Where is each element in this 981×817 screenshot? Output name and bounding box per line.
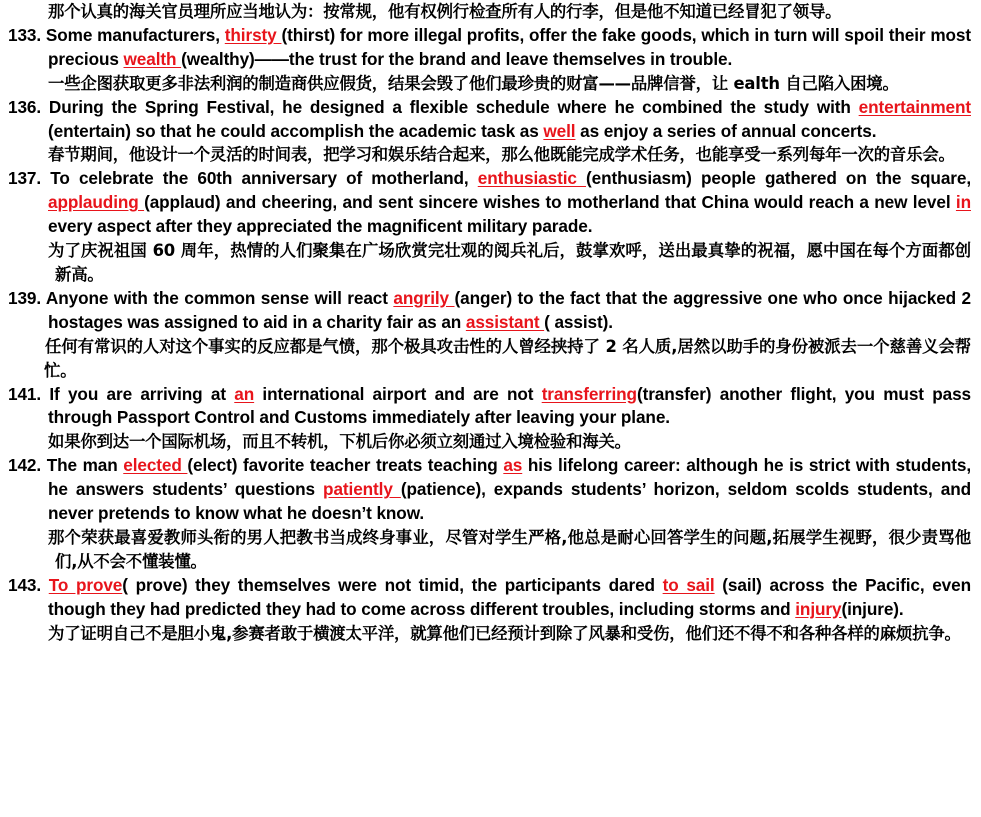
item-number: 141.: [8, 383, 42, 404]
answer-word: To prove: [48, 574, 123, 595]
sentence-text: (sail) across the Pacific, even though they had predicted they had to come across different troubles, including storms and: [48, 574, 971, 619]
sentence-text: every aspect after they appreciated the magnificent military parade.: [48, 216, 593, 237]
sentence-text: (elect) favorite teacher treats teaching: [187, 455, 504, 476]
sentence-text: (enthusiasm) people gathered on the square,: [586, 168, 971, 189]
answer-word: assistant: [465, 311, 545, 332]
sentence-text: international airport and are not: [254, 383, 542, 404]
sentence-text: During the Spring Festival, he designed a flexible schedule where he combined the study with: [41, 96, 859, 117]
sentence-text: The man: [41, 455, 124, 476]
sentence-text: ( prove) they themselves were not timid, the participants dared: [122, 574, 663, 595]
translation-text: 那个荣获最喜爱教师头衔的男人把教书当成终身事业，尽管对学生严格,他总是耐心回答学生的问题,拓展学生视野，很少责骂他们,从不会不懂装懂。: [48, 527, 971, 571]
sentence-item: [0, 574, 971, 622]
item-number: 143.: [8, 574, 42, 595]
item-number: 136.: [8, 96, 42, 117]
answer-word: to sail: [662, 574, 715, 595]
sentence-text: his lifelong career: although he is strict with students, he answers students’ questions: [48, 455, 971, 500]
answer-word: applauding: [48, 192, 145, 213]
sentence-text: (thirst) for more illegal profits, offer the fake goods, which in turn will spoil their most precious: [48, 24, 971, 69]
translation-text: 任何有常识的人对这个事实的反应都是气愤，那个极具攻击性的人曾经挟持了 2 名人质,居然以助手的身份被派去一个慈善义会帮忙。: [44, 336, 971, 380]
sentence-text: (wealthy)——the trust for the brand and leave themselves in trouble.: [181, 48, 733, 69]
answer-word: thirsty: [224, 24, 282, 45]
answer-word: entertainment: [858, 96, 971, 117]
answer-word: well: [543, 120, 576, 141]
sentence-text: (applaud) and cheering, and sent sincere wishes to motherland that China would reach a new level: [144, 192, 956, 213]
item-number: 139.: [8, 287, 42, 308]
answer-word: enthusiastic: [477, 168, 587, 189]
translation-text: 春节期间，他设计一个灵活的时间表，把学习和娱乐结合起来，那么他既能完成学术任务，也能享受一系列每年一次的音乐会。: [48, 145, 955, 165]
item-number: 133.: [8, 24, 42, 45]
sentence-text: Some manufacturers,: [41, 24, 225, 45]
sentence-text: (transfer) another flight, you must pass through Passport Control and Customs immediately after leaving your plane.: [48, 383, 971, 428]
item-number: 142.: [8, 455, 42, 476]
sentence-text: (entertain) so that he could accomplish the academic task as: [48, 120, 544, 141]
answer-word: injury: [795, 598, 842, 619]
answer-word: wealth: [123, 48, 182, 69]
item-number: 137.: [8, 168, 42, 189]
answer-word: elected: [123, 455, 188, 476]
sentence-text: (patience), expands students’ horizon, seldom scolds students, and never pretends to know what he doesn’t know.: [48, 479, 971, 524]
sentence-item: [0, 167, 971, 239]
sentence-item: [0, 287, 971, 335]
sentence-text: ( assist).: [544, 311, 613, 332]
sentence-item: [0, 24, 971, 72]
sentence-item: [0, 96, 971, 144]
sentence-text: To celebrate the 60th anniversary of motherland,: [41, 168, 478, 189]
sentence-text: (injure).: [841, 598, 904, 619]
answer-word: patiently: [323, 479, 401, 500]
answer-word: an: [234, 383, 255, 404]
answer-word: as: [503, 455, 523, 476]
sentence-text: Anyone with the common sense will react: [41, 287, 394, 308]
answer-word: in: [955, 192, 971, 213]
translation-text: 如果你到达一个国际机场，而且不转机，下机后你必须立刻通过入境检验和海关。: [48, 432, 631, 452]
answer-word: transferring: [541, 383, 637, 404]
translation-text: 为了庆祝祖国 60 周年，热情的人们聚集在广场欣赏完壮观的阅兵礼后，鼓掌欢呼，送出最真挚的祝福，愿中国在每个方面都创新高。: [48, 241, 971, 284]
sentence-text: as enjoy a series of annual concerts.: [575, 120, 877, 141]
sentence-list: [0, 24, 971, 646]
sentence-text: [41, 575, 49, 595]
sentence-item: [0, 454, 971, 526]
translation-text: 为了证明自己不是胆小鬼,参赛者敢于横渡太平洋，就算他们已经预计到除了风暴和受伤，他们还不得不和各种各样的麻烦抗争。: [48, 623, 961, 643]
sentence-item: [0, 383, 971, 431]
answer-word: angrily: [393, 287, 455, 308]
translation-text: 一些企图获取更多非法利润的制造商供应假货，结果会毁了他们最珍贵的财富——品牌信誉，让 ealth 自己陷入困境。: [48, 73, 899, 93]
sentence-text: (anger) to the fact that the aggressive one who once hijacked 2 hostages was assigned to aid in a charity fair as an: [48, 287, 971, 332]
sentence-text: If you are arriving at: [41, 383, 235, 404]
translation-top: 那个认真的海关官员理所应当地认为：按常规，他有权例行检查所有人的行李，但是他不知道已经冒犯了领导。: [48, 2, 842, 21]
